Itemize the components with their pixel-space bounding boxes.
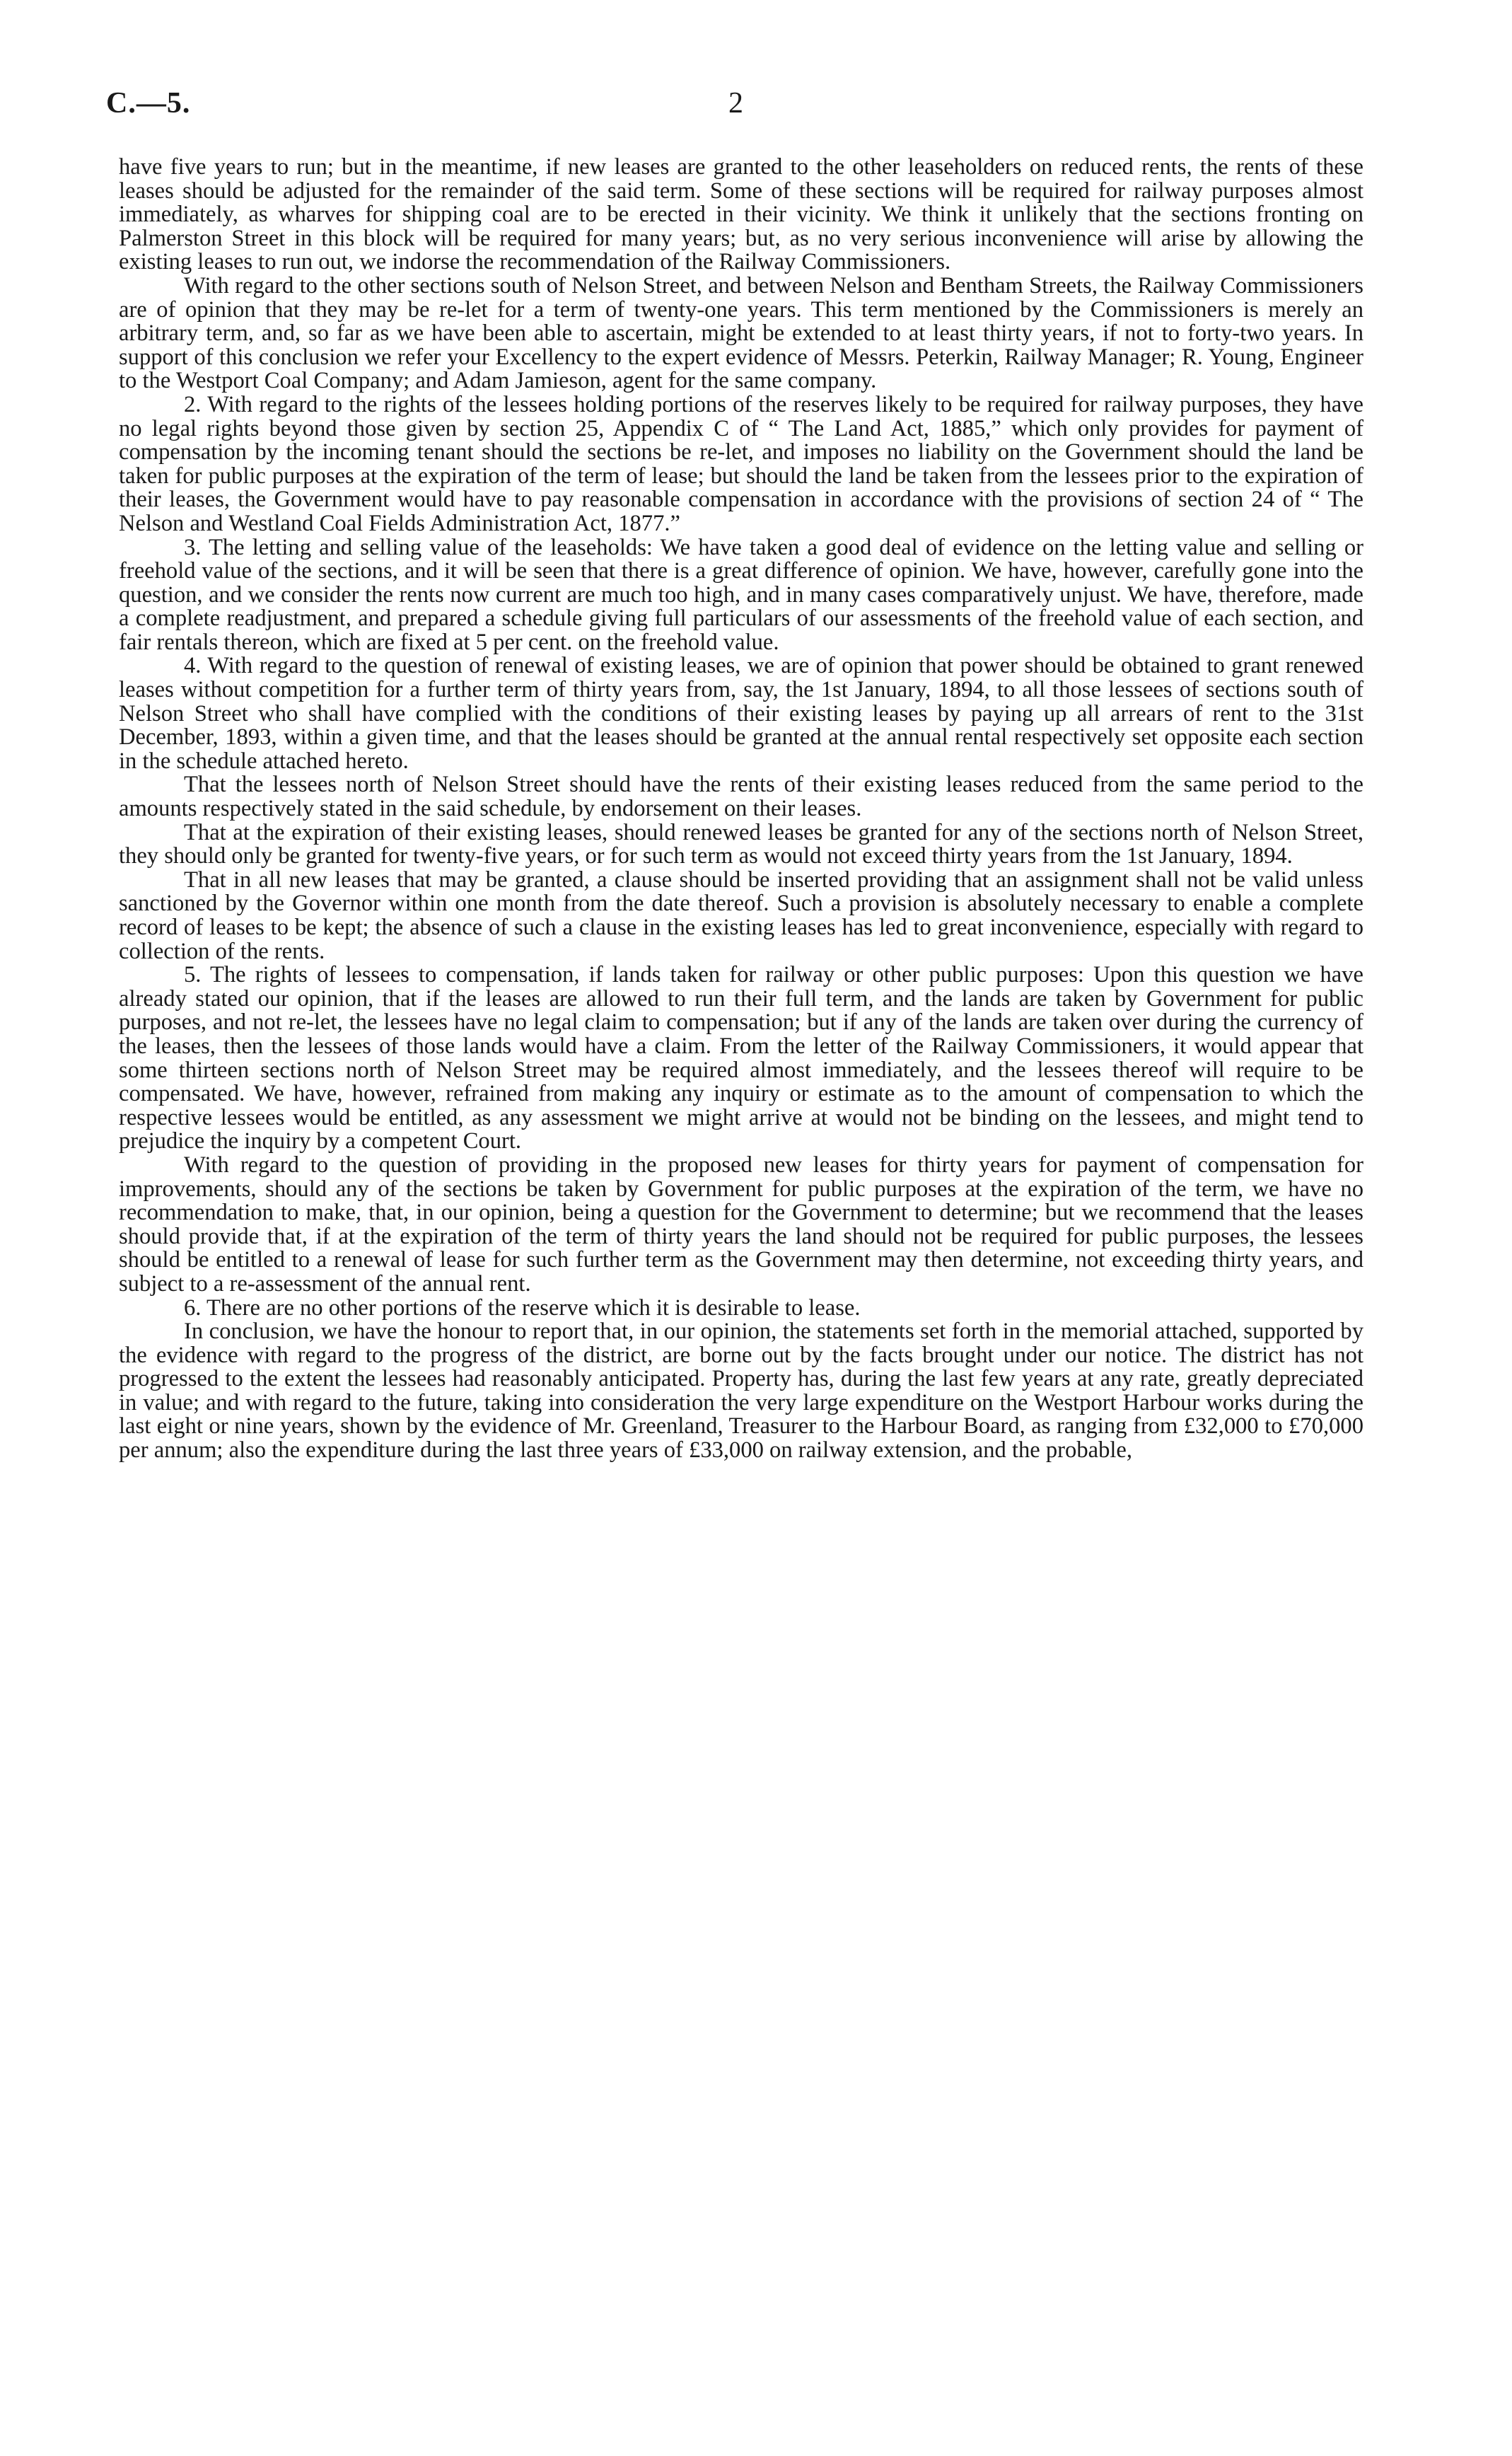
page-header: [106, 86, 1344, 129]
paragraph-compensation: 5. The rights of lessees to compensation, if lands taken for railway or other public purposes: Upon this question we have already stated our opinion, that if the leases are allowed to run their full term, and the lands are taken by Government for public purposes, and not re-let, the lessees have no legal claim to compensation; but if any of the lands are taken over during the currency of the leases, then the lessees of those lands would have a claim. From the letter of the Railway Commissioners, it would appear that some thirteen sections north of Nelson Street may be required almost immediately, and the lessees thereof will require to be compensated. We have, however, refrained from making any inquiry or estimate as to the amount of compensation to which the respective lessees would be entitled, as any assessment we might arrive at would not be binding on the lessees, and might tend to prejudice the inquiry by a competent Court.: [119, 962, 1363, 1154]
paragraph-improvements: With regard to the question of providing in the proposed new leases for thirty years for payment of compensation for improvements, should any of the sections be taken by Government for public purposes at the expiration of the term, we have no recommendation to make, that, in our opinion, being a question for the Government to determine; but we recommend that the leases should provide that, if at the expiration of the term of thirty years the land should not be required for public purposes, the lessees should be entitled to a renewal of lease for such further term as the Government may then determine, not exceeding thirty years, and subject to a re-assessment of the annual rent.: [119, 1152, 1363, 1297]
paragraph-other-sections: With regard to the other sections south of Nelson Street, and between Nelson and Bentham Streets, the Railway Commissioners are of opinion that they may be re-let for a term of twenty-one years. This term mentioned by the Commissioners is merely an arbitrary term, and, so far as we have been able to ascertain, might be extended to at least thirty years, if not to forty-two years. In support of this conclusion we refer your Excellency to the expert evidence of Messrs. Peterkin, Railway Manager; R. Young, Engineer to the Westport Coal Company; and Adam Jamieson, agent for the same company.: [119, 272, 1363, 394]
paragraph-letting-value: 3. The letting and selling value of the leaseholds: We have taken a good deal of evidence on the letting value and selling or freehold value of the sections, and it will be seen that there is a great difference of opinion. We have, however, carefully gone into the question, and we consider the rents now current are much too high, and in many cases comparatively unjust. We have, therefore, made a complete readjustment, and prepared a schedule giving full particulars of our assessments of the freehold value of each section, and fair rentals thereon, which are fixed at 5 per cent. on the freehold value.: [119, 534, 1363, 655]
paragraph-other-portions: 6. There are no other portions of the reserve which it is desirable to lease.: [184, 1294, 861, 1321]
page-number: 2: [728, 87, 743, 120]
paragraph-conclusion: In conclusion, we have the honour to report that, in our opinion, the statements set forth in the memorial attached, supported by the evidence with regard to the progress of the district, are borne out by the facts brought under our notice. The district has not progressed to the extent the lessees had reasonably anticipated. Property has, during the last few years at any rate, greatly depreciated in value; and with regard to the future, taking into consideration the very large expenditure on the Westport Harbour works during the last eight or nine years, shown by the evidence of Mr. Greenland, Treasurer to the Harbour Board, as ranging from £32,000 to £70,000 per annum; also the expenditure during the last three years of £33,000 on railway extension, and the probable,: [119, 1319, 1363, 1464]
paragraph-renewal: 4. With regard to the question of renewal of existing leases, we are of opinion that power should be obtained to grant renewed leases without competition for a further term of thirty years from, say, the 1st January, 1894, to all those lessees of sections south of Nelson Street who shall have complied with the conditions of their existing leases by paying up all arrears of rent to the 31st December, 1893, within a given time, and that the leases should be granted at the annual rental respectively set opposite each section in the schedule attached hereto.: [119, 653, 1363, 774]
report-body: [119, 156, 1363, 1463]
paragraph-continuation: have five years to run; but in the meantime, if new leases are granted to the other leaseholders on reduced rents, the rents of these leases should be adjusted for the remainder of the said term. Some of these sections will be required for railway purposes almost immediately, as wharves for shipping coal are to be erected in their vicinity. We think it unlikely that the sections fronting on Palmerston Street in this block will be required for many years; but, as no very serious inconvenience will arise by allowing the existing leases to run out, we indorse the recommendation of the Railway Commissioners.: [119, 154, 1363, 275]
paragraph-north-renewal: That at the expiration of their existing leases, should renewed leases be granted for any of the sections north of Nelson Street, they should only be granted for twenty-five years, or for such term as would not exceed thirty years from the 1st January, 1894.: [119, 819, 1363, 869]
document-code: C.—5.: [106, 87, 191, 120]
paragraph-north-rents: That the lessees north of Nelson Street should have the rents of their existing leases reduced from the same period to the amounts respectively stated in the said schedule, by endorsement on their leases.: [119, 772, 1363, 822]
paragraph-lessee-rights: 2. With regard to the rights of the lessees holding portions of the reserves likely to be required for railway purposes, they have no legal rights beyond those given by section 25, Appendix C of “ The Land Act, 1885,” which only provides for payment of compensation by the incoming tenant should the sections be re-let, and imposes no liability on the Government should the land be taken for public purposes at the expiration of the term of lease; but should the land be taken from the lessees prior to the expiration of their leases, the Government would have to pay reasonable compensation in accordance with the provisions of section 24 of “ The Nelson and Westland Coal Fields Administration Act, 1877.”: [119, 391, 1363, 536]
paragraph-assignment-clause: That in all new leases that may be granted, a clause should be inserted providing that an assignment shall not be valid unless sanctioned by the Governor within one month from the date thereof. Such a provision is absolutely necessary to enable a complete record of leases to be kept; the absence of such a clause in the existing leases has led to great inconvenience, especially with regard to collection of the rents.: [119, 867, 1363, 964]
